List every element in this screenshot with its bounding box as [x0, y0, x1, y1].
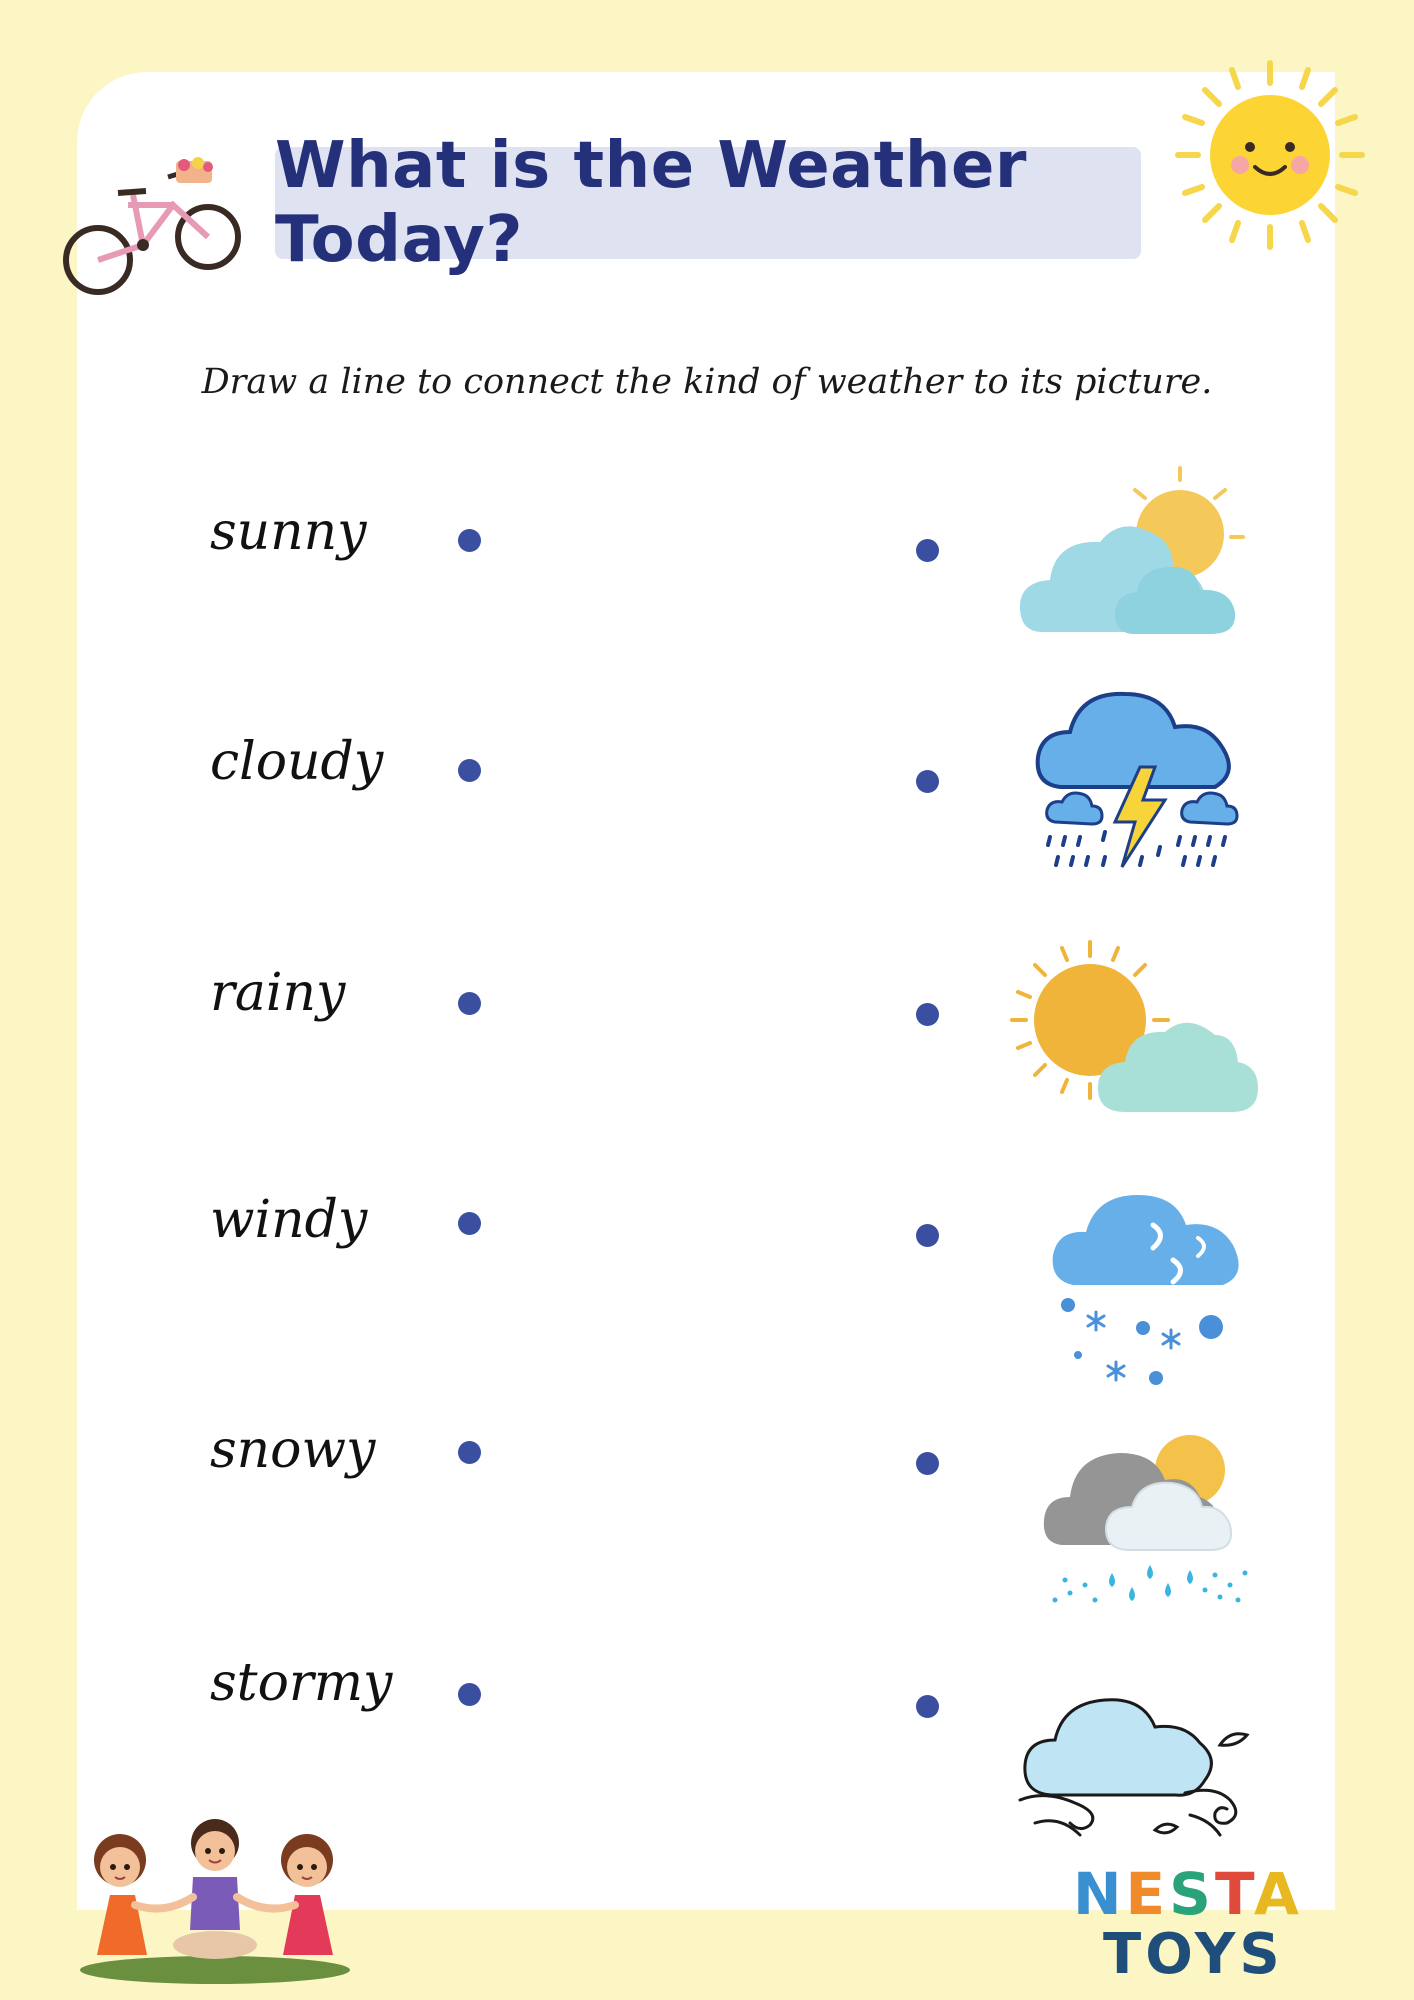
logo-letter: S: [1169, 1860, 1215, 1928]
right-dot-2[interactable]: [916, 770, 939, 793]
partly-cloudy-icon: [1015, 462, 1255, 642]
word-snowy: snowy: [210, 1420, 376, 1480]
left-dot-snowy[interactable]: [458, 1441, 481, 1464]
thunderstorm-icon: [1030, 672, 1250, 892]
nesta-toys-logo: [1073, 1860, 1363, 1987]
bicycle-icon: [58, 155, 248, 305]
logo-letter: N: [1073, 1860, 1126, 1928]
word-cloudy: cloudy: [210, 732, 384, 792]
sun-behind-cloud-icon: [1010, 940, 1260, 1120]
instruction-text: Draw a line to connect the kind of weather to its picture.: [201, 362, 1213, 402]
right-dot-5[interactable]: [916, 1452, 939, 1475]
logo-line-2: TOYS: [1103, 1922, 1284, 1987]
left-dot-sunny[interactable]: [458, 529, 481, 552]
wind-cloud-icon: [1015, 1685, 1255, 1845]
left-dot-cloudy[interactable]: [458, 759, 481, 782]
right-dot-4[interactable]: [916, 1224, 939, 1247]
left-dot-windy[interactable]: [458, 1212, 481, 1235]
right-dot-3[interactable]: [916, 1003, 939, 1026]
word-sunny: sunny: [210, 502, 367, 562]
logo-letter: E: [1125, 1860, 1170, 1928]
logo-letter: T: [1214, 1860, 1255, 1928]
logo-line-1: [1073, 1860, 1303, 1928]
snow-cloud-icon: [1048, 1180, 1248, 1395]
word-stormy: stormy: [210, 1653, 393, 1713]
smiling-sun-icon: [1170, 55, 1370, 255]
right-dot-6[interactable]: [916, 1695, 939, 1718]
kids-illustration-icon: [75, 1805, 355, 1985]
logo-letter: A: [1254, 1860, 1303, 1928]
title-box: [275, 129, 1141, 277]
rain-cloud-icon: [1040, 1425, 1260, 1625]
word-rainy: rainy: [210, 963, 346, 1023]
word-windy: windy: [210, 1190, 368, 1250]
right-dot-1[interactable]: [916, 539, 939, 562]
left-dot-stormy[interactable]: [458, 1683, 481, 1706]
page-title: What is the Weather Today?: [275, 129, 1027, 277]
left-dot-rainy[interactable]: [458, 992, 481, 1015]
